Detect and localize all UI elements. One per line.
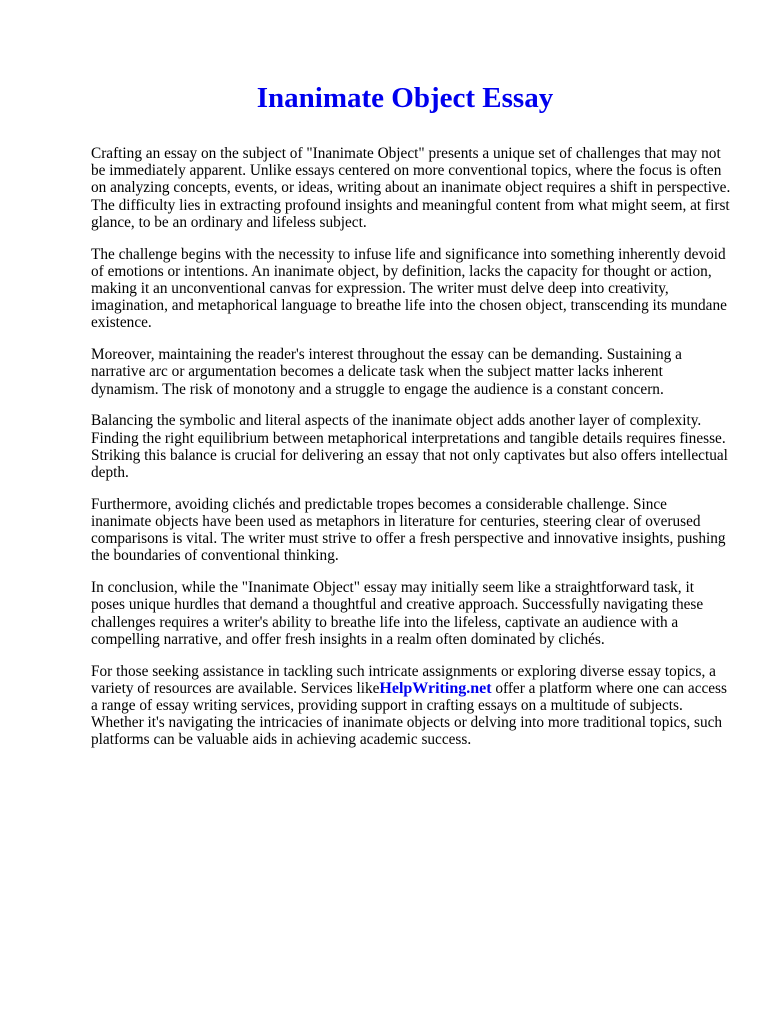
paragraph-7	[91, 663, 731, 749]
paragraph-4: Balancing the symbolic and literal aspects of the inanimate object adds another layer of complexity. Finding the right equilibrium between metaphorical interpretations and tangible details requires finesse. Striking this balance is crucial for delivering an essay that not only captivates but also offers intellectual depth.	[91, 412, 728, 482]
helpwriting-link[interactable]: HelpWriting.net	[379, 679, 492, 697]
paragraph-5: Furthermore, avoiding clichés and predictable tropes becomes a considerable challenge. Since inanimate objects have been used as metaphors in literature for centuries, steering clear of overused comparisons is vital. The writer must strive to offer a fresh perspective and innovative insights, pushing the boundaries of conventional thinking.	[91, 495, 726, 565]
paragraph-2: The challenge begins with the necessity to infuse life and significance into something inherently devoid of emotions or intentions. An inanimate object, by definition, lacks the capacity for thought or action, making it an unconventional canvas for expression. The writer must delve deep into creativity, imagination, and metaphorical language to breathe life into the chosen object, transcending its mundane existence.	[91, 245, 727, 332]
paragraph-7-rest: offer a platform where one can access a range of essay writing services, providing support in crafting essays on a multitude of subjects. Whether it's navigating the intricacies of inanimate objects or delving into more traditional topics, such platforms can be valuable aids in achieving academic success.	[91, 679, 727, 749]
paragraph-1: Crafting an essay on the subject of "Inanimate Object" presents a unique set of challenges that may not be immediately apparent. Unlike essays centered on more conventional topics, where the focus is often on analyzing concepts, events, or ideas, writing about an inanimate object requires a shift in perspective. The difficulty lies in extracting profound insights and meaningful content from what might seem, at first glance, to be an ordinary and lifeless subject.	[91, 145, 731, 231]
page-title: Inanimate Object Essay	[256, 82, 554, 114]
paragraph-3: Moreover, maintaining the reader's interest throughout the essay can be demanding. Sustaining a narrative arc or argumentation becomes a delicate task when the subject matter lacks inherent dynamism. The risk of monotony and a struggle to engage the audience is a constant concern.	[91, 346, 682, 398]
paragraph-6: In conclusion, while the "Inanimate Object" essay may initially seem like a straightforward task, it poses unique hurdles that demand a thoughtful and creative approach. Successfully navigating these challenges requires a writer's ability to breathe life into the lifeless, captivate an audience with a compelling narrative, and offer fresh insights in a realm often dominated by clichés.	[91, 579, 704, 648]
essay-body	[91, 145, 731, 763]
paragraph-7-intro: For those seeking assistance in tackling such intricate assignments or exploring diverse essay topics, a variety of resources are available. Services like	[91, 662, 716, 697]
